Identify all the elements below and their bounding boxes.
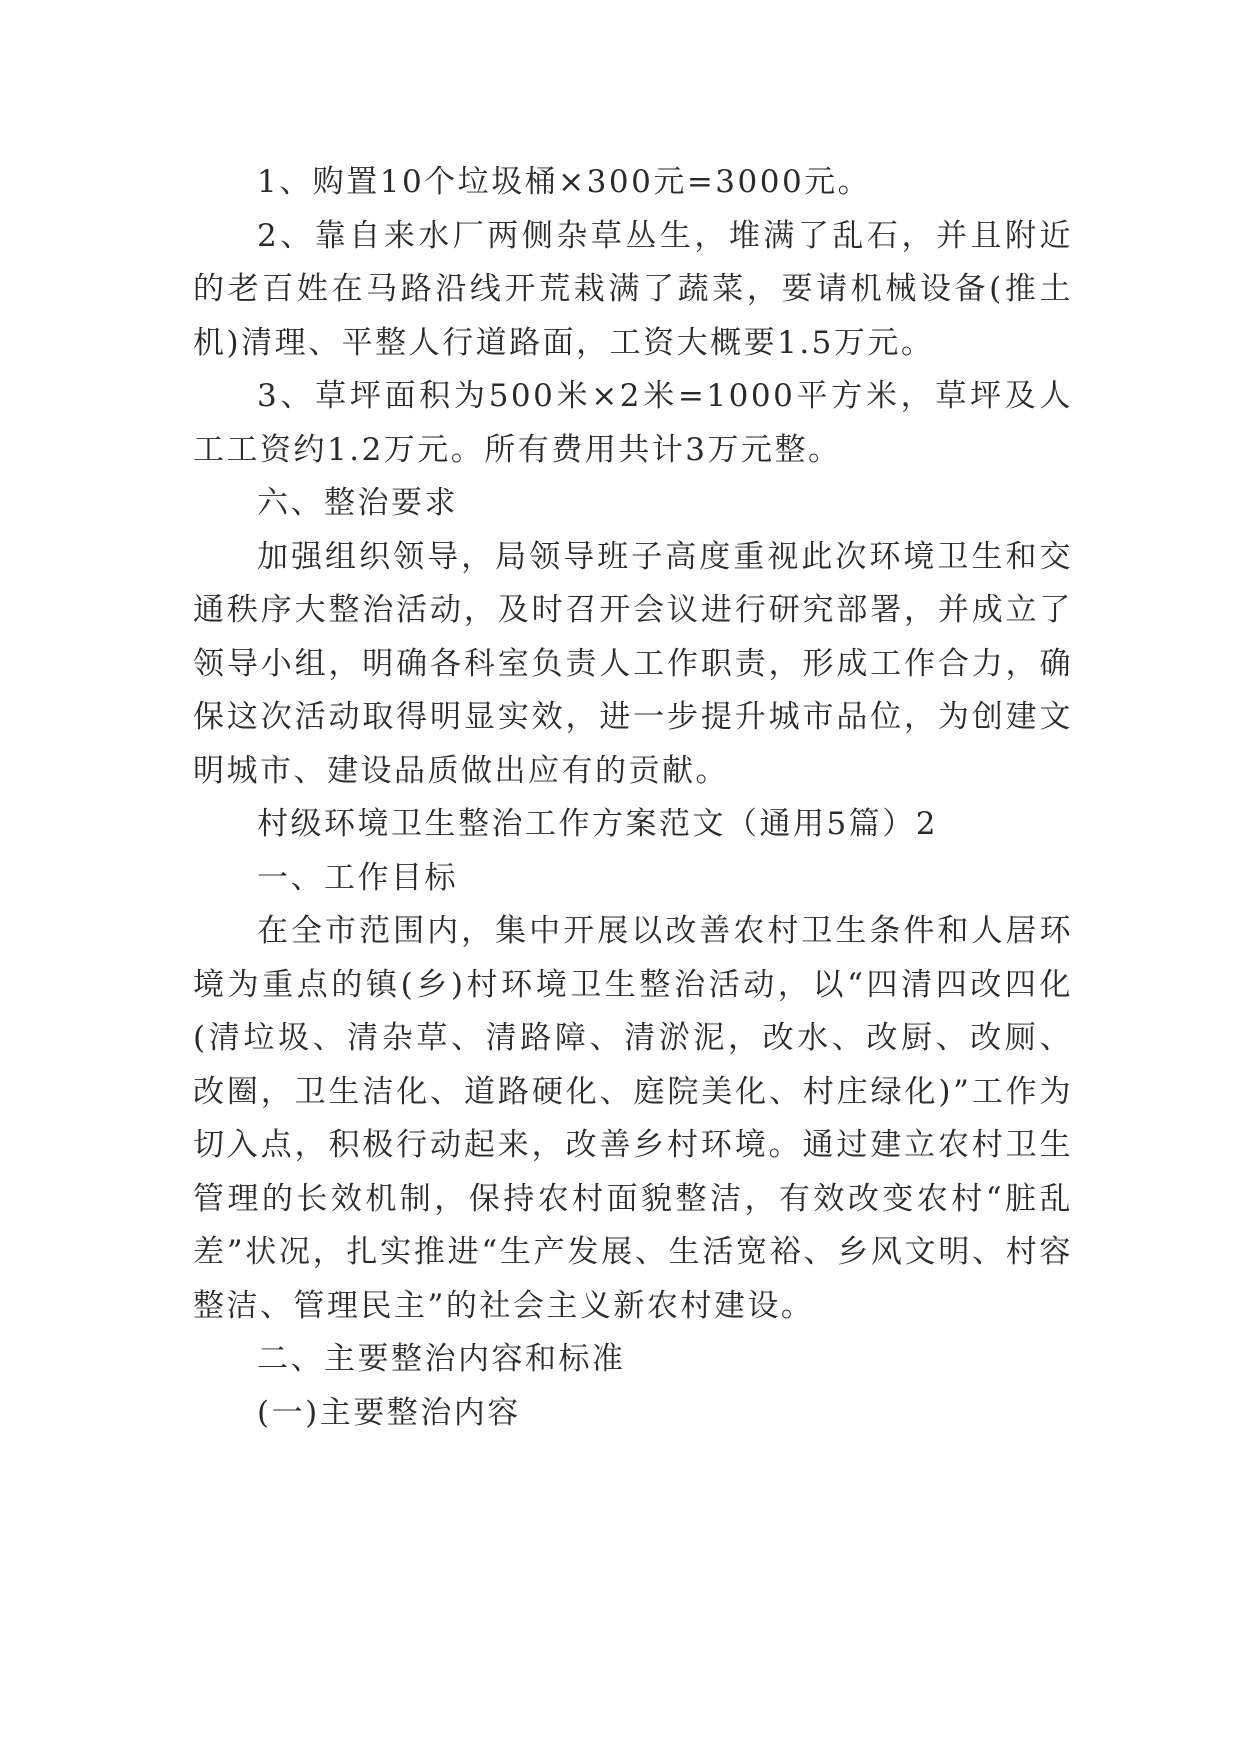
document-body [193, 156, 1073, 1440]
paragraph-requirements: 加强组织领导，局领导班子高度重视此次环境卫生和交通秩序大整治活动，及时召开会议进行研究部署，并成立了领导小组，明确各科室负责人工作职责，形成工作合力，确保这次活动取得明显实效，进一步提升城市品位，为创建文明城市、建设品质做出应有的贡献。 [193, 538, 1073, 789]
paragraph-work-goal: 在全市范围内，集中开展以改善农村卫生条件和人居环境为重点的镇(乡)村环境卫生整治活动，以“四清四改四化(清垃圾、清杂草、清路障、清淤泥，改水、改厨、改厕、改圈，卫生洁化、道路硬化、庭院美化、村庄绿化)”工作为切入点，积极行动起来，改善乡村环境。通过建立农村卫生管理的长效机制，保持农村面貌整洁，有效改变农村“脏乱差”状况，扎实推进“生产发展、生活宽裕、乡风文明、村容整洁、管理民主”的社会主义新农村建设。 [193, 913, 1073, 1324]
paragraph-cost-item-2: 2、靠自来水厂两侧杂草丛生，堆满了乱石，并且附近的老百姓在马路沿线开荒栽满了蔬菜，要请机械设备(推土机)清理、平整人行道路面，工资大概要1.5万元。 [193, 217, 1073, 361]
heading-work-goal: 一、工作目标 [257, 859, 458, 896]
heading-requirements: 六、整治要求 [257, 485, 458, 521]
paragraph-cost-item-3: 3、草坪面积为500米×2米=1000平方米，草坪及人工工资约1.2万元。所有费用共计3万元整。 [193, 378, 1073, 468]
paragraph-cost-item-1: 1、购置10个垃圾桶×300元=3000元。 [257, 164, 872, 200]
heading-main-content-standards: 二、主要整治内容和标准 [257, 1341, 626, 1377]
heading-main-content: (一)主要整治内容 [257, 1394, 521, 1431]
heading-article-title: 村级环境卫生整治工作方案范文（通用5篇）2 [257, 806, 938, 842]
